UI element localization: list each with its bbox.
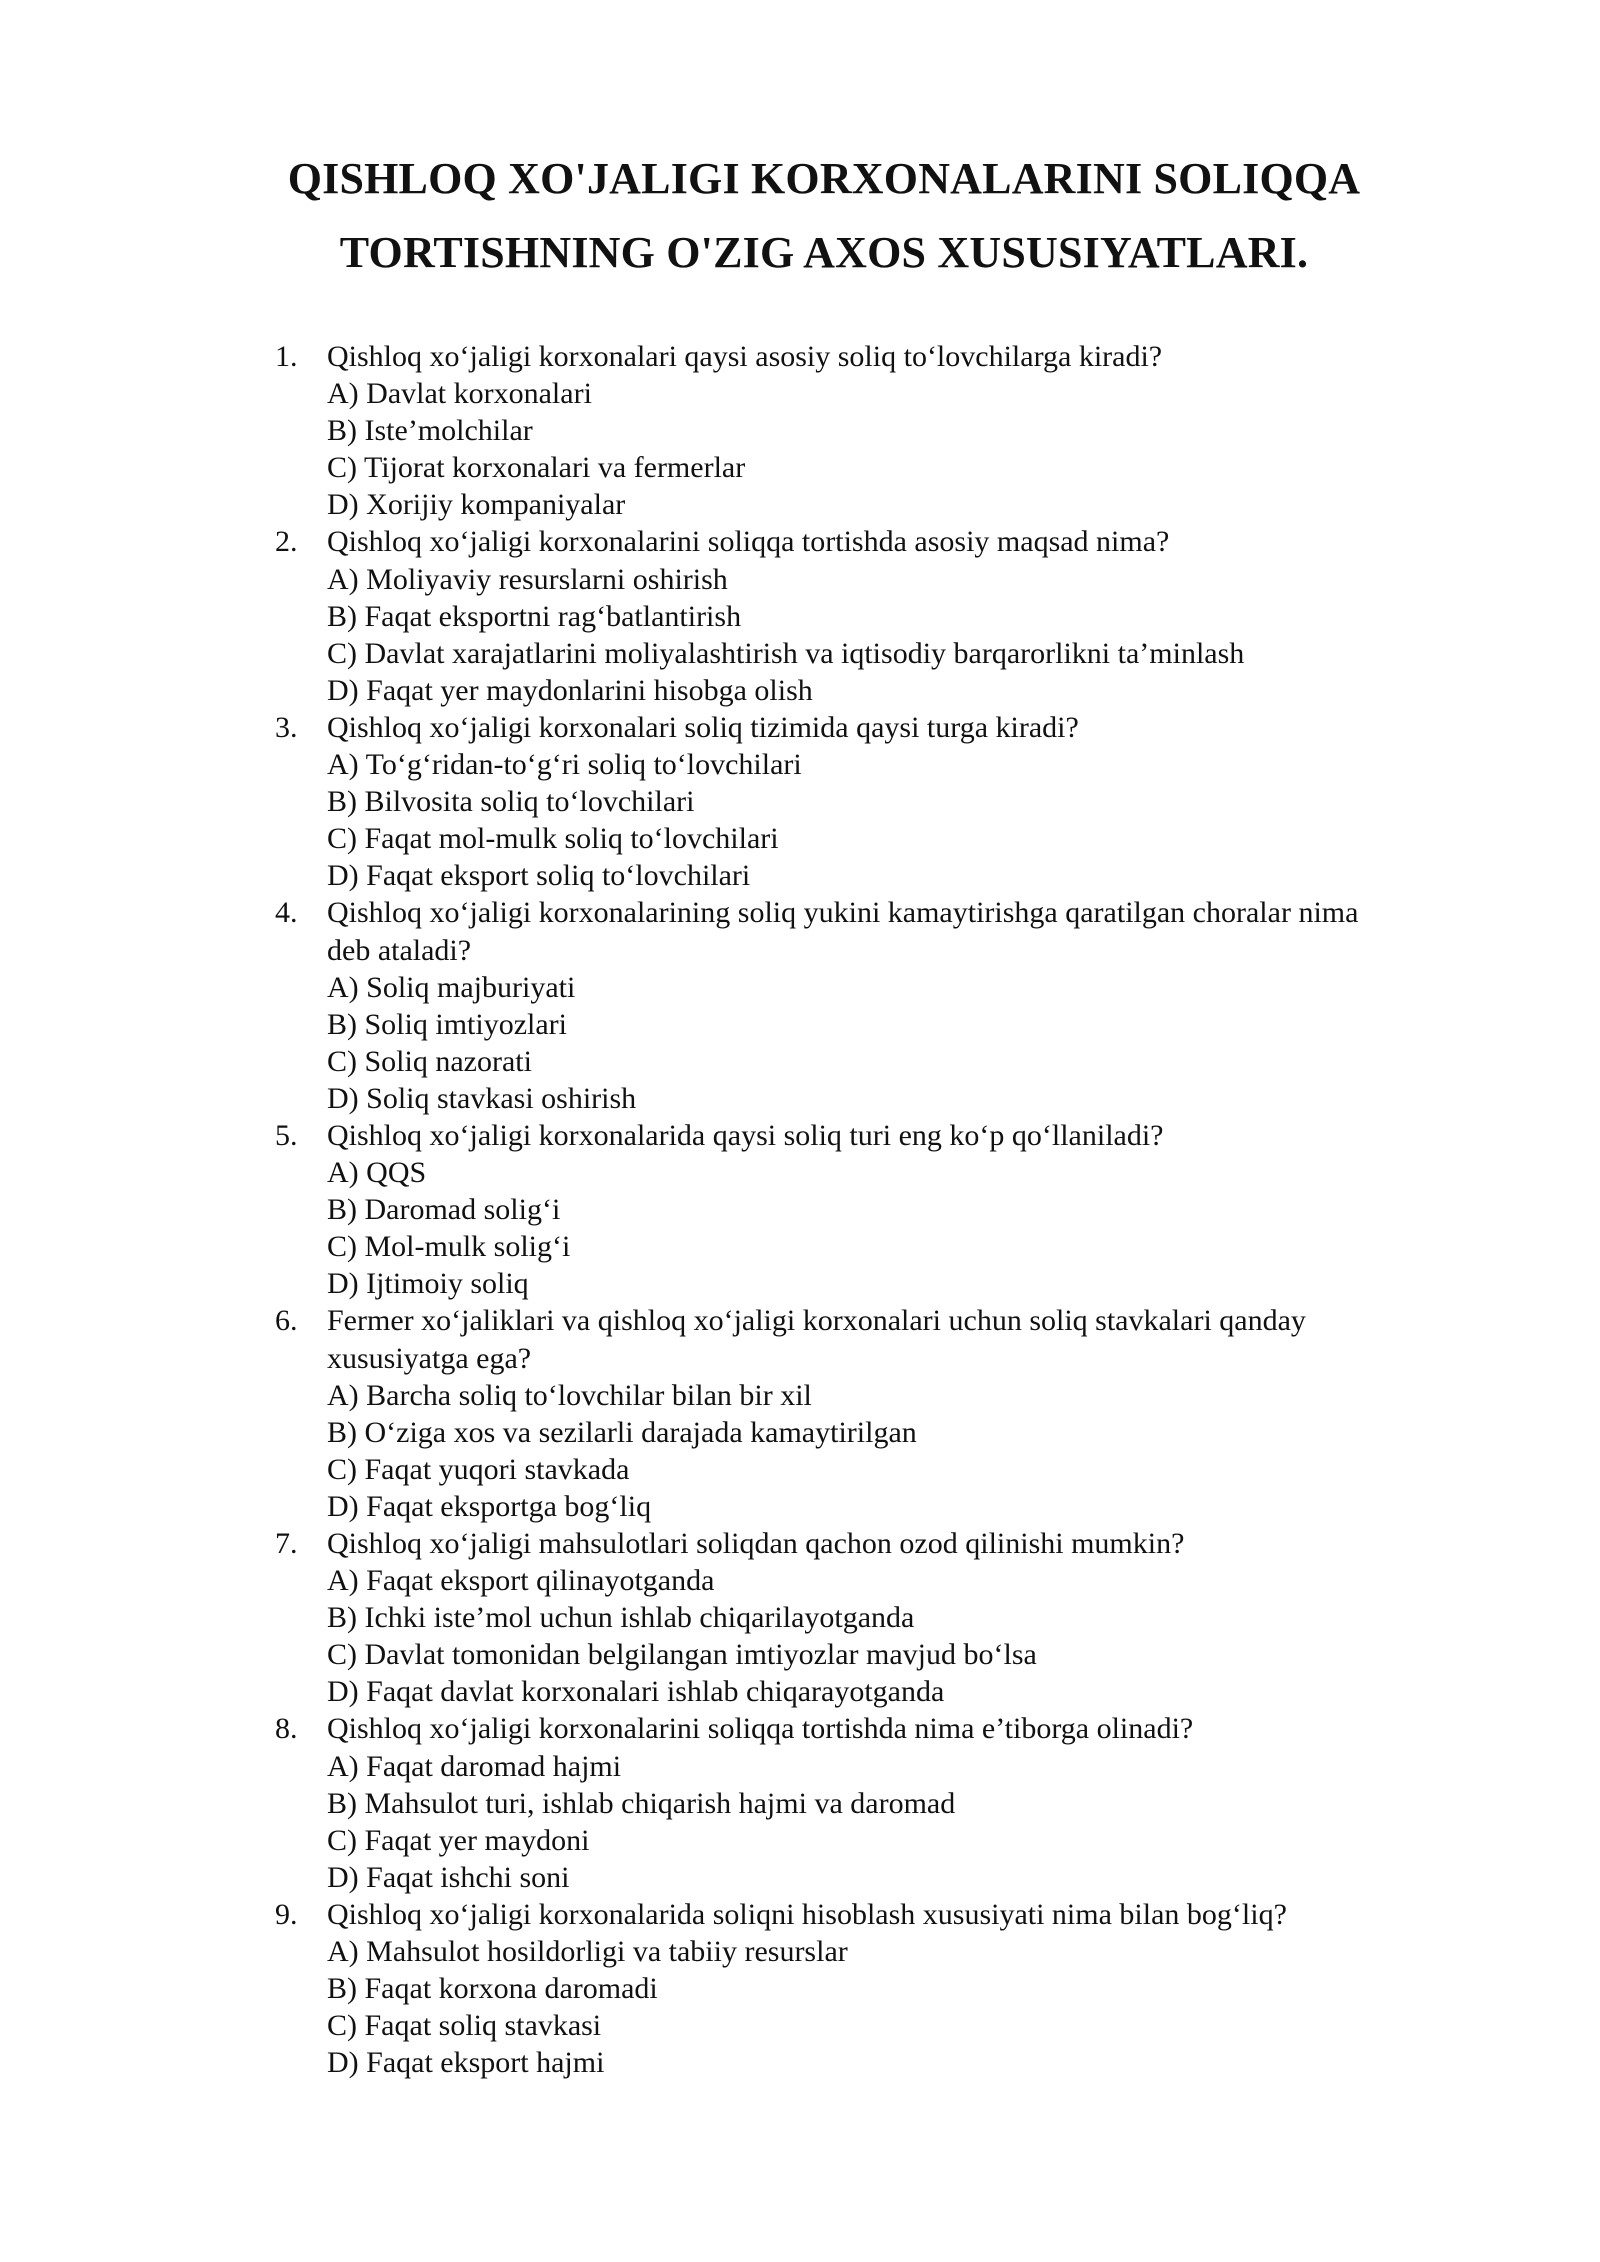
question-text: Qishloq xo‘jaligi korxonalarining soliq yukini kamaytirishga qaratilgan choralar nima (327, 896, 1359, 930)
title-line-1: QISHLOQ XO'JALIGI KORXONALARINI SOLIQQA (287, 154, 1361, 203)
question-text: Qishloq xo‘jaligi korxonalari qaysi asosiy soliq to‘lovchilarga kiradi? (327, 340, 1163, 373)
title-line-2: TORTISHNING O'ZIG AXOS XUSUSIYATLARI. (339, 228, 1309, 277)
answer-option: D) Faqat ishchi soni (327, 1860, 570, 1894)
question-number: 8. (275, 1712, 298, 1746)
answer-option: D) Ijtimoiy soliq (327, 1267, 529, 1301)
question-text: Qishloq xo‘jaligi korxonalarini soliqqa tortishda nima e’tiborga olinadi? (327, 1712, 1194, 1746)
answer-option: C) Faqat yuqori stavkada (327, 1452, 630, 1486)
question-number: 4. (275, 896, 298, 930)
question-text: Fermer xo‘jaliklari va qishloq xo‘jaligi korxonalari uchun soliq stavkalari qanday (327, 1304, 1306, 1338)
answer-option: C) Davlat tomonidan belgilangan imtiyozlar mavjud bo‘lsa (327, 1638, 1037, 1672)
answer-option: A) QQS (327, 1156, 427, 1190)
answer-option: A) Barcha soliq to‘lovchilar bilan bir xil (327, 1378, 812, 1412)
answer-option: D) Faqat davlat korxonalari ishlab chiqarayotganda (327, 1675, 945, 1709)
question-text: Qishloq xo‘jaligi mahsulotlari soliqdan qachon ozod qilinishi mumkin? (327, 1527, 1185, 1560)
question-text: Qishloq xo‘jaligi korxonalarida qaysi soliq turi eng ko‘p qo‘llaniladi? (327, 1118, 1164, 1152)
question-number: 5. (275, 1118, 298, 1152)
answer-option: A) Moliyaviy resurslarni oshirish (327, 562, 728, 596)
answer-option: B) Iste’molchilar (327, 414, 533, 448)
answer-option: D) Xorijiy kompaniyalar (327, 488, 626, 522)
question-text: deb ataladi? (327, 933, 472, 967)
answer-option: A) Faqat daromad hajmi (327, 1749, 622, 1783)
answer-option: A) Mahsulot hosildorligi va tabiiy resurslar (327, 1935, 848, 1969)
question-number: 7. (275, 1527, 298, 1560)
question-number: 1. (275, 340, 298, 373)
question-text: Qishloq xo‘jaligi korxonalarini soliqqa tortishda asosiy maqsad nima? (327, 525, 1170, 559)
answer-option: A) Soliq majburiyati (327, 970, 576, 1004)
answer-option: D) Soliq stavkasi oshirish (327, 1081, 637, 1115)
answer-option: C) Faqat mol-mulk soliq to‘lovchilari (327, 822, 779, 856)
question-list (0, 338, 1600, 2081)
answer-option: B) Faqat eksportni rag‘batlantirish (327, 599, 742, 633)
answer-option: C) Davlat xarajatlarini moliyalashtirish va iqtisodiy barqarorlikni ta’minlash (327, 636, 1245, 670)
question-text: Qishloq xo‘jaligi korxonalarida soliqni hisoblash xususiyati nima bilan bog‘liq? (327, 1897, 1287, 1931)
answer-option: D) Faqat yer maydonlarini hisobga olish (327, 673, 813, 707)
answer-option: C) Faqat yer maydoni (327, 1823, 590, 1857)
answer-option: A) Faqat eksport qilinayotganda (327, 1564, 715, 1598)
question-item (0, 894, 1600, 1117)
question-item (0, 1710, 1600, 1895)
question-text: xususiyatga ega? (327, 1341, 532, 1375)
answer-option: D) Faqat eksport hajmi (327, 2046, 605, 2080)
answer-option: D) Faqat eksport soliq to‘lovchilari (327, 859, 751, 893)
answer-option: C) Faqat soliq stavkasi (327, 2009, 602, 2043)
question-item (0, 523, 1600, 708)
answer-option: C) Tijorat korxonalari va fermerlar (327, 451, 746, 485)
answer-option: C) Soliq nazorati (327, 1044, 532, 1078)
question-number: 9. (275, 1897, 298, 1931)
question-item (0, 709, 1600, 894)
answer-option: A) To‘g‘ridan-to‘g‘ri soliq to‘lovchilari (327, 748, 802, 782)
question-text: Qishloq xo‘jaligi korxonalari soliq tizimida qaysi turga kiradi? (327, 710, 1079, 744)
question-item (0, 1117, 1600, 1302)
document-title (0, 142, 1600, 290)
question-item (0, 1525, 1600, 1710)
answer-option: B) Daromad solig‘i (327, 1193, 561, 1227)
answer-option: B) Soliq imtiyozlari (327, 1007, 567, 1041)
question-item (0, 338, 1600, 523)
question-number: 3. (275, 710, 298, 744)
question-item (0, 1896, 1600, 2081)
answer-option: D) Faqat eksportga bog‘liq (327, 1489, 652, 1523)
question-number: 2. (275, 525, 298, 559)
question-item (0, 1302, 1600, 1525)
answer-option: B) Bilvosita soliq to‘lovchilari (327, 785, 695, 819)
answer-option: B) O‘ziga xos va sezilarli darajada kamaytirilgan (327, 1415, 917, 1449)
answer-option: B) Ichki iste’mol uchun ishlab chiqarilayotganda (327, 1601, 915, 1635)
answer-option: B) Mahsulot turi, ishlab chiqarish hajmi va daromad (327, 1786, 956, 1820)
question-number: 6. (275, 1304, 298, 1338)
answer-option: B) Faqat korxona daromadi (327, 1972, 658, 2006)
answer-option: A) Davlat korxonalari (327, 377, 592, 411)
answer-option: C) Mol-mulk solig‘i (327, 1230, 571, 1264)
